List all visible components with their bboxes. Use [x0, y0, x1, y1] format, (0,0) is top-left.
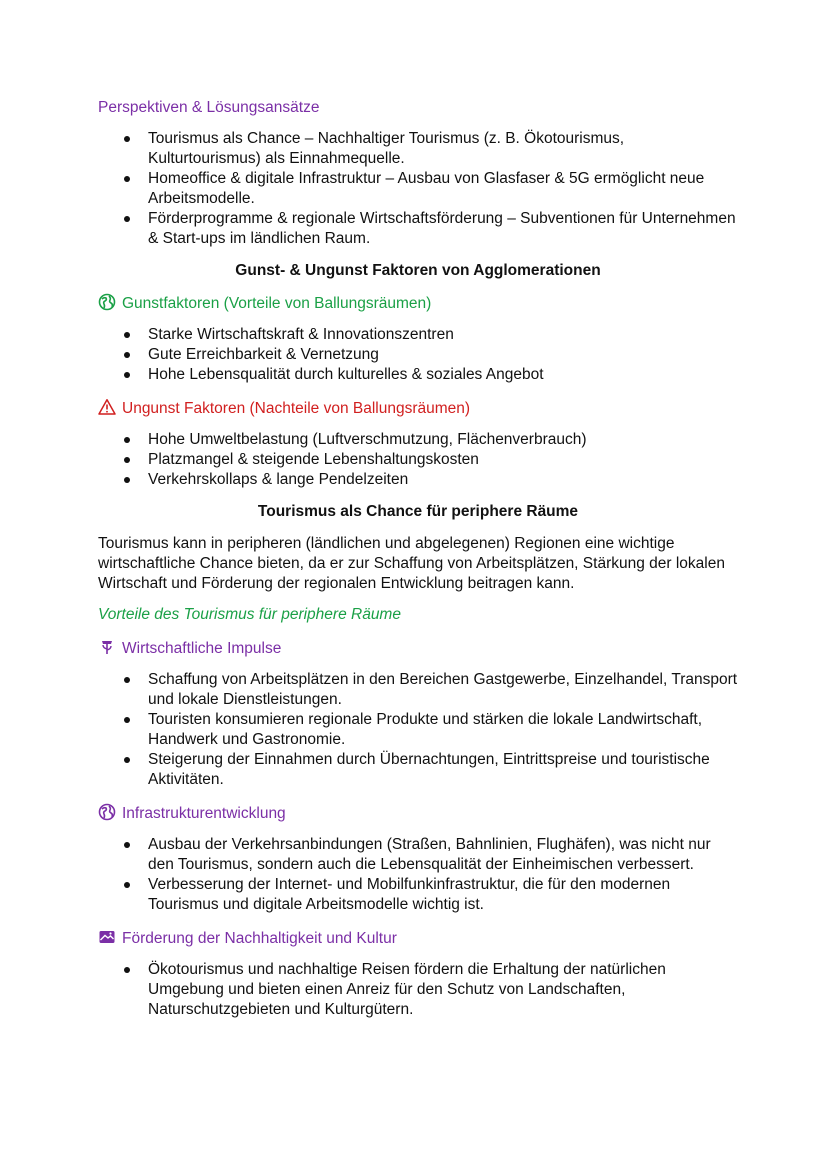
- list-item: Starke Wirtschaftskraft & Innovationszentren: [98, 325, 738, 345]
- landscape-icon: [98, 928, 116, 946]
- kultur-list: [98, 960, 738, 1020]
- vorteile-heading: Vorteile des Tourismus für periphere Räume: [98, 606, 401, 623]
- sprout-icon: [98, 638, 116, 656]
- perspektiven-heading: Perspektiven & Lösungsansätze: [98, 99, 320, 116]
- ungunst-list: [98, 430, 738, 490]
- kultur-heading: Förderung der Nachhaltigkeit und Kultur: [122, 930, 397, 947]
- list-item: Gute Erreichbarkeit & Vernetzung: [98, 345, 738, 365]
- gunst-heading-row: [98, 293, 738, 314]
- kultur-heading-row: [98, 928, 738, 949]
- list-item: Ausbau der Verkehrsanbindungen (Straßen, Bahnlinien, Flughäfen), was nicht nur den Tourismus, sondern auch die Lebensqualität der Einheimischen verbessert.: [98, 835, 738, 875]
- list-item: Tourismus als Chance – Nachhaltiger Tourismus (z. B. Ökotourismus, Kulturtourismus) als Einnahmequelle.: [98, 129, 738, 169]
- agglomerationen-title: Gunst- & Ungunst Faktoren von Agglomerationen: [235, 262, 601, 279]
- globe-icon: [98, 803, 116, 821]
- wirtschaft-heading: Wirtschaftliche Impulse: [122, 640, 282, 657]
- list-item: Förderprogramme & regionale Wirtschaftsförderung – Subventionen für Unternehmen & Start-ups im ländlichen Raum.: [98, 209, 738, 249]
- list-item: Homeoffice & digitale Infrastruktur – Ausbau von Glasfaser & 5G ermöglicht neue Arbeitsmodelle.: [98, 169, 738, 209]
- ungunst-heading-row: [98, 398, 738, 419]
- list-item: Ökotourismus und nachhaltige Reisen fördern die Erhaltung der natürlichen Umgebung und bieten einen Anreiz für den Schutz von Landschaften, Naturschutzgebieten und Kulturgütern.: [98, 960, 738, 1020]
- list-item: Platzmangel & steigende Lebenshaltungskosten: [98, 450, 738, 470]
- infra-heading-row: [98, 803, 738, 824]
- tourismus-intro: Tourismus kann in peripheren (ländlichen und abgelegenen) Regionen eine wichtige wirtschaftliche Chance bieten, da er zur Schaffung von Arbeitsplätzen, Stärkung der lokalen Wirtschaft und Förderung der regionalen Entwicklung beitragen kann.: [98, 535, 725, 592]
- document-page: [98, 98, 738, 1020]
- infra-list: [98, 835, 738, 915]
- ungunst-heading: Ungunst Faktoren (Nachteile von Ballungsräumen): [122, 400, 471, 417]
- list-item: Hohe Lebensqualität durch kulturelles & soziales Angebot: [98, 365, 738, 385]
- gunst-list: [98, 325, 738, 385]
- tourismus-title: Tourismus als Chance für periphere Räume: [257, 503, 579, 520]
- globe-icon: [98, 293, 116, 311]
- perspektiven-list: [98, 129, 738, 249]
- infra-heading: Infrastrukturentwicklung: [122, 805, 286, 822]
- list-item: Verbesserung der Internet- und Mobilfunkinfrastruktur, die für den modernen Tourismus und digitale Arbeitsmodelle wichtig ist.: [98, 875, 738, 915]
- wirtschaft-heading-row: [98, 638, 738, 659]
- list-item: Touristen konsumieren regionale Produkte und stärken die lokale Landwirtschaft, Handwerk und Gastronomie.: [98, 710, 738, 750]
- list-item: Schaffung von Arbeitsplätzen in den Bereichen Gastgewerbe, Einzelhandel, Transport und lokale Dienstleistungen.: [98, 670, 738, 710]
- warning-icon: [98, 398, 116, 416]
- list-item: Verkehrskollaps & lange Pendelzeiten: [98, 470, 738, 490]
- gunst-heading: Gunstfaktoren (Vorteile von Ballungsräumen): [122, 295, 432, 312]
- wirtschaft-list: [98, 670, 738, 790]
- list-item: Hohe Umweltbelastung (Luftverschmutzung, Flächenverbrauch): [98, 430, 738, 450]
- list-item: Steigerung der Einnahmen durch Übernachtungen, Eintrittspreise und touristische Aktivitäten.: [98, 750, 738, 790]
